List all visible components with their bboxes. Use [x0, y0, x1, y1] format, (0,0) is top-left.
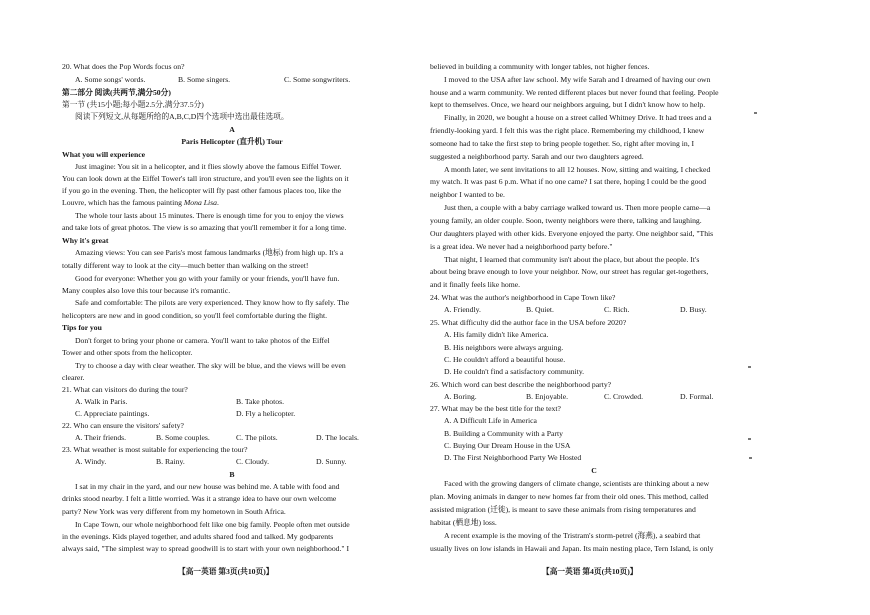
- experience-line-6: and take lots of great photos. The view is so amazing that you'll remember it for a long time.: [62, 223, 347, 232]
- q20-option-c: C. Some songwriters.: [284, 75, 351, 84]
- q25-option-d: D. He couldn't find a satisfactory community.: [444, 367, 585, 376]
- scan-mark: [754, 112, 757, 114]
- experience-line-1: Just imagine: You sit in a helicopter, and it flies slowly above the famous Eiffel Tower.: [75, 162, 342, 171]
- passage-c-line-4: habitat (栖息地) loss.: [430, 518, 497, 527]
- q22-option-b: B. Some couples.: [156, 433, 210, 442]
- passage-b-line-1: I sat in my chair in the yard, and our new house was behind me. A table with food and: [75, 482, 340, 491]
- scan-mark: [748, 438, 751, 440]
- passage-c-line-1: Faced with the growing dangers of climate change, scientists are thinking about a new: [444, 479, 710, 488]
- passage-b-line-4: In Cape Town, our whole neighborhood felt like one big family. People often met outside: [75, 520, 350, 529]
- q20-option-a: A. Some songs' words.: [75, 75, 146, 84]
- right-page-footer: 【高一英语 第4页(共10页)】: [542, 567, 638, 576]
- great-line-1: Amazing views: You can see Paris's most famous landmarks (地标) from high up. It's a: [75, 248, 344, 257]
- passage-c-line-3: assisted migration (迁徙), is meant to save these animals from rising temperatures and: [430, 505, 696, 514]
- section1-heading: 第一节 (共15小题;每小题2.5分,满分37.5分): [62, 100, 204, 109]
- q20-stem: 20. What does the Pop Words focus on?: [62, 62, 185, 71]
- q27-option-c: C. Buying Our Dream House in the USA: [444, 441, 571, 450]
- great-line-2: totally different way to look at the city—much better than walking on the street!: [62, 261, 309, 270]
- instructions: 阅读下列短文,从每题所给的A,B,C,D四个选项中选出最佳选项。: [75, 112, 289, 121]
- experience-line-2: You can look down at the Eiffel Tower's tall iron structure, and you'll even see the lights on it: [62, 174, 349, 183]
- passage-c-line-5: A recent example is the moving of the Tristram's storm-petrel (海燕), a seabird that: [444, 531, 701, 540]
- passage-a-label: A: [229, 125, 235, 134]
- q27-stem: 27. What may be the best title for the text?: [430, 404, 561, 413]
- q25-option-a: A. His family didn't like America.: [444, 330, 549, 339]
- passage-b-cont-line-16: That night, I learned that community isn't about the place, but about the people. It's: [444, 255, 700, 264]
- passage-b-cont-line-10: my watch. It was past 6 p.m. What if no one came? I sat there, hoping I could be the good: [430, 177, 707, 186]
- q22-option-a: A. Their friends.: [75, 433, 127, 442]
- q20-option-b: B. Some singers.: [178, 75, 231, 84]
- q25-stem: 25. What difficulty did the author face in the USA before 2020?: [430, 318, 627, 327]
- q23-stem: 23. What weather is most suitable for experiencing the tour?: [62, 445, 248, 454]
- q26-option-a: A. Boring.: [444, 392, 477, 401]
- tips-line-3: Try to choose a day with clear weather. The sky will be blue, and the views will be even: [75, 361, 346, 370]
- experience-line-3: if you go in the evening. Then, the helicopter will fly past other famous places too, like the: [62, 186, 342, 195]
- q26-option-b: B. Enjoyable.: [526, 392, 569, 401]
- passage-b-cont-line-2: I moved to the USA after law school. My wife Sarah and I dreamed of having our own: [444, 75, 711, 84]
- passage-b-cont-line-12: Just then, a couple with a baby carriage walked toward us. Then more people came—a: [444, 203, 711, 212]
- passage-b-cont-line-11: neighbor I wanted to be.: [430, 190, 505, 199]
- part2-heading: 第二部分 阅读(共两节,满分50分): [62, 88, 171, 97]
- passage-b-line-6: always said, "The simplest way to spread goodwill is to start with your own neighborhood." I: [62, 544, 350, 553]
- passage-c-line-2: plan. Moving animals in danger to new homes far from their old ones. This method, called: [430, 492, 709, 501]
- q27-option-a: A. A Difficult Life in America: [444, 416, 537, 425]
- q24-option-b: B. Quiet.: [526, 305, 554, 314]
- q27-option-b: B. Building a Community with a Party: [444, 429, 563, 438]
- q21-option-c: C. Appreciate paintings.: [75, 409, 150, 418]
- experience-line-4-text: Louvre, which has the famous painting: [62, 198, 182, 207]
- great-line-6: helicopters are new and in good condition, so you'll feel comfortable during the flight.: [62, 311, 328, 320]
- heading-tips-for-you: Tips for you: [62, 323, 102, 332]
- q21-option-d: D. Fly a helicopter.: [236, 409, 296, 418]
- q24-option-c: C. Rich.: [604, 305, 630, 314]
- q23-option-d: D. Sunny.: [316, 457, 347, 466]
- passage-b-cont-line-15: is a great idea. We never had a neighborhood party before.": [430, 242, 613, 251]
- q24-option-d: D. Busy.: [680, 305, 707, 314]
- great-line-3: Good for everyone: Whether you go with your family or your friends, you'll have fun.: [75, 274, 340, 283]
- passage-b-cont-line-1: believed in building a community with longer tables, not higher fences.: [430, 62, 650, 71]
- q23-option-c: C. Cloudy.: [236, 457, 270, 466]
- passage-b-cont-line-6: friendly-looking yard. I felt this was the right place. Remembering my childhood, I knew: [430, 126, 705, 135]
- q26-option-c: C. Crowded.: [604, 392, 644, 401]
- q24-stem: 24. What was the author's neighborhood in Cape Town like?: [430, 293, 616, 302]
- q21-option-b: B. Take photos.: [236, 397, 285, 406]
- q22-stem: 22. Who can ensure the visitors' safety?: [62, 421, 184, 430]
- left-column: [0, 0, 430, 615]
- passage-b-line-3: party? New York was very different from my hometown in South Africa.: [62, 507, 286, 516]
- passage-a-title: Paris Helicopter (直升机) Tour: [181, 137, 283, 146]
- passage-b-label: B: [229, 470, 235, 479]
- passage-b-cont-line-8: suggested a neighborhood party. Sarah and our two daughters agreed.: [430, 152, 644, 161]
- great-line-4: Many couples also love this tour because it's romantic.: [62, 286, 231, 295]
- passage-b-cont-line-17: about being brave enough to love your neighbor. Now, our street has regular get-togethers,: [430, 267, 709, 276]
- q24-option-a: A. Friendly.: [444, 305, 481, 314]
- q25-option-c: C. He couldn't afford a beautiful house.: [444, 355, 566, 364]
- painting-title: Mona Lisa: [183, 198, 218, 207]
- passage-b-cont-line-14: Our daughters played with other kids. Everyone enjoyed the party. One neighbor said, "This: [430, 229, 714, 238]
- q22-option-c: C. The pilots.: [236, 433, 278, 442]
- q22-option-d: D. The locals.: [316, 433, 359, 442]
- heading-why-its-great: Why it's great: [62, 236, 109, 245]
- passage-b-cont-line-5: Finally, in 2020, we bought a house on a street called Whitney Drive. It had trees and a: [444, 113, 712, 122]
- experience-line-4: [62, 198, 219, 208]
- passage-b-cont-line-18: and it finally feels like home.: [430, 280, 521, 289]
- q25-option-b: B. His neighbors were always arguing.: [444, 343, 564, 352]
- tips-line-2: Tower and other spots from the helicopter.: [62, 348, 193, 357]
- experience-line-4-end: .: [217, 198, 219, 207]
- heading-what-you-will-experience: What you will experience: [62, 150, 146, 159]
- q21-option-a: A. Walk in Paris.: [75, 397, 128, 406]
- q23-option-b: B. Rainy.: [156, 457, 185, 466]
- passage-c-label: C: [591, 466, 597, 475]
- passage-b-line-5: in the evenings. Kids played together, and adults shared food and talked. My godparents: [62, 532, 334, 541]
- right-column: [430, 0, 870, 615]
- q21-stem: 21. What can visitors do during the tour?: [62, 385, 188, 394]
- passage-b-cont-line-3: house and a warm community. We rented different places but never found that feeling. People: [430, 88, 719, 97]
- q23-option-a: A. Windy.: [75, 457, 107, 466]
- tips-line-1: Don't forget to bring your phone or camera. You'll want to take photos of the Eiffel: [75, 336, 330, 345]
- great-line-5: Safe and comfortable: The pilots are very experienced. They know how to fly safely. The: [75, 298, 350, 307]
- tips-line-4: clearer.: [62, 373, 85, 382]
- passage-b-cont-line-4: kept to themselves. Once, we heard our neighbors arguing, but I didn't know how to help.: [430, 100, 706, 109]
- experience-line-5: The whole tour lasts about 15 minutes. There is enough time for you to enjoy the views: [75, 211, 344, 220]
- passage-b-cont-line-7: someone had to take the first step to bring people together. So, right after moving in, I: [430, 139, 695, 148]
- left-page-footer: 【高一英语 第3页(共10页)】: [178, 567, 274, 576]
- passage-b-cont-line-13: young family, an older couple. Soon, twenty neighbors were there, talking and laughing.: [430, 216, 702, 225]
- scan-mark: [748, 366, 751, 368]
- q26-stem: 26. Which word can best describe the neighborhood party?: [430, 380, 612, 389]
- passage-b-line-2: drinks stood nearby. I felt a little worried. Was it a strange idea to have our own welcome: [62, 494, 337, 503]
- scan-mark: [749, 457, 752, 459]
- q27-option-d: D. The First Neighborhood Party We Hosted: [444, 453, 582, 462]
- q26-option-d: D. Formal.: [680, 392, 714, 401]
- passage-b-cont-line-9: A month later, we sent invitations to all 12 houses. Now, sitting and waiting, I checked: [444, 165, 711, 174]
- passage-c-line-6: usually lives on low islands in Hawaii and Japan. Its main nesting place, Tern Island, is only: [430, 544, 714, 553]
